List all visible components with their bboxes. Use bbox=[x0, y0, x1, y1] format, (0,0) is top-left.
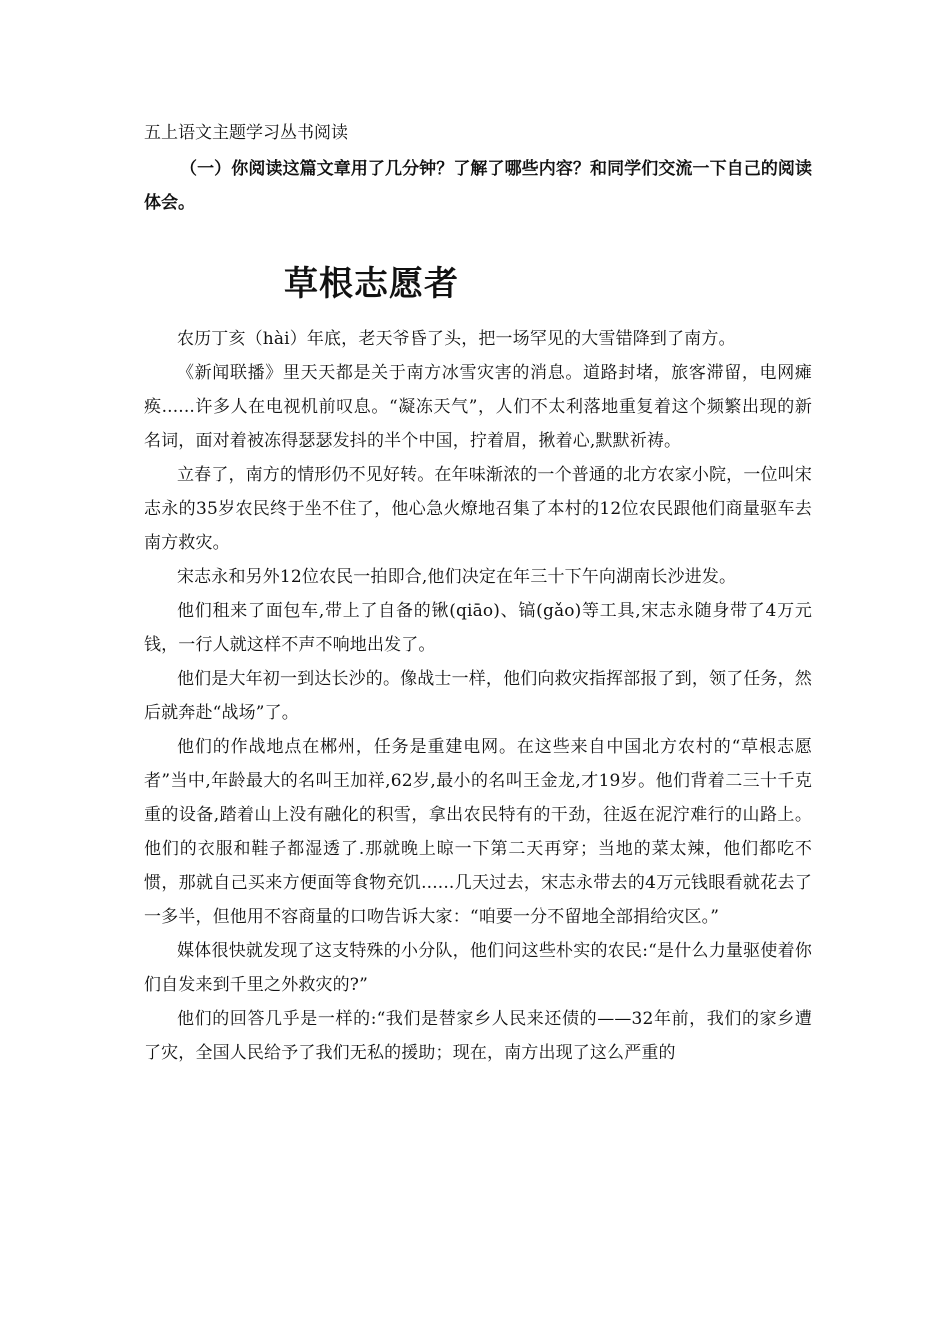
document-header: 五上语文主题学习丛书阅读 bbox=[144, 123, 348, 143]
paragraph: 《新闻联播》里天天都是关于南方冰雪灾害的消息。道路封堵，旅客滞留，电网瘫痪......许多人在电视机前叹息。“凝冻天气”，人们不太利落地重复着这个频繁出现的新名词，面对着被冻得瑟瑟发抖的半个中国，拧着眉，揪着心,默默祈祷。 bbox=[144, 363, 812, 451]
paragraph: 他们是大年初一到达长沙的。像战士一样，他们向救灾指挥部报了到，领了任务，然后就奔赴“战场”了。 bbox=[144, 669, 812, 723]
paragraph: 立春了，南方的情形仍不见好转。在年味渐浓的一个普通的北方农家小院，一位叫宋志永的35岁农民终于坐不住了，他心急火燎地召集了本村的12位农民跟他们商量驱车去南方救灾。 bbox=[144, 465, 812, 553]
article-body bbox=[144, 322, 812, 1070]
paragraph: 他们的回答几乎是一样的:“我们是替家乡人民来还债的——32年前，我们的家乡遭了灾，全国人民给予了我们无私的援助；现在，南方出现了这么严重的 bbox=[144, 1009, 812, 1063]
paragraph: 宋志永和另外12位农民一拍即合,他们决定在年三十下午向湖南长沙进发。 bbox=[177, 567, 737, 587]
reading-question: （一）你阅读这篇文章用了几分钟？了解了哪些内容？和同学们交流一下自己的阅读体会。 bbox=[144, 159, 812, 213]
paragraph: 他们的作战地点在郴州，任务是重建电网。在这些来自中国北方农村的“草根志愿者”当中,年龄最大的名叫王加祥,62岁,最小的名叫王金龙,才19岁。他们背着二三十千克重的设备,踏着山上没有融化的积雪，拿出农民特有的干劲，往返在泥泞难行的山路上。他们的衣服和鞋子都湿透了.那就晚上晾一下第二天再穿；当地的菜太辣，他们都吃不惯，那就自己买来方便面等食物充饥......几天过去，宋志永带去的4万元钱眼看就花去了一多半，但他用不容商量的口吻告诉大家：“咱要一分不留地全部捐给灾区。” bbox=[144, 737, 812, 927]
paragraph: 他们租来了面包车,带上了自备的锹(qiāo)、镐(gǎo)等工具,宋志永随身带了4万元钱，一行人就这样不声不响地出发了。 bbox=[144, 601, 812, 655]
paragraph: 媒体很快就发现了这支特殊的小分队，他们问这些朴实的农民:“是什么力量驱使着你们自发来到千里之外救灾的?” bbox=[144, 941, 812, 995]
article-title: 草根志愿者 bbox=[284, 264, 459, 304]
paragraph: 农历丁亥（hài）年底，老天爷昏了头，把一场罕见的大雪错降到了南方。 bbox=[177, 329, 736, 349]
document-page bbox=[144, 118, 812, 1070]
